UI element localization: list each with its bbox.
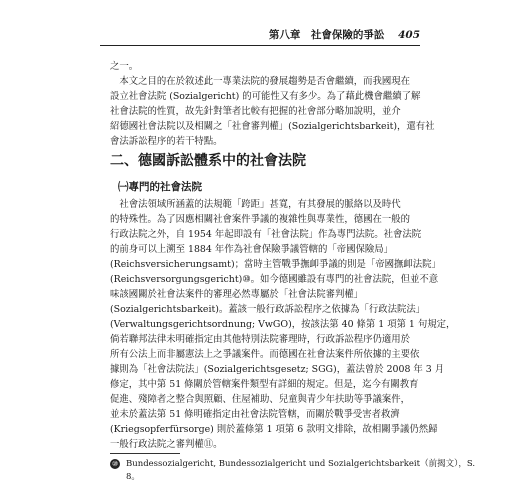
footnote-text: Bundessozialgericht, Bundessozialgericht und Sozialgerichtsbarkeit（前揭文），S.: [126, 459, 476, 469]
text-line: 的前身可以上溯至 1884 年作為社會保險爭議管轄的「帝國保險局」: [110, 244, 393, 255]
text-line: (Reichsversicherungsamt)；當時主管戰爭撫卹爭議的則是「帝國撫卹法院」: [110, 259, 441, 270]
text-line: 並未於蓋法第 51 條明確指定由社會法院管轄，而關於戰爭受害者救濟: [110, 409, 400, 420]
text-line: 設立社會法院 (Sozialgericht) 的可能性又有多少。為了藉此機會繼續了解: [110, 91, 421, 102]
text-line: 一般行政法院之審判權⑪。: [110, 439, 223, 450]
text-line: (Kriegsopferfürsorge) 則於蓋條第 1 項第 6 款明文排除，故相關爭議仍然歸: [110, 424, 438, 435]
text-line: 社會法領域所涵蓋的法規範「跨距」甚寬，有其發展的脈絡以及時代: [110, 199, 401, 210]
text-line: (Sozialgerichtsbarkeit)。蓋該一般行政訴訟程序之依據為「行政法院法」: [110, 304, 426, 315]
running-header: [100, 27, 420, 46]
text-line: 味該國關於社會法案件的審理必然專屬於「社會法院審判權」: [110, 289, 364, 300]
text-line: 所有公法上而非屬憲法上之爭議案件。而德國在社會法案件所依據的主要依: [110, 349, 420, 360]
section-heading: 二、德國訴訟體系中的社會法院: [110, 153, 306, 169]
footnote: [110, 458, 476, 484]
text-line: 修定，其中第 51 條關於管轄案件類型有詳細的規定。但是，迄今有關教育: [110, 379, 419, 390]
text-line: 據則為「社會法院法」(Sozialgerichtsgesetz; SGG)，蓋法曾於 2008 年 3 月: [110, 364, 445, 375]
chapter-title: 第八章 社會保險的爭訟: [268, 29, 385, 41]
text-line: (Reichsversorgungsgericht)⑩。如今德國雖設有專門的社會法院，但並不意: [110, 274, 439, 285]
footnote-divider: [110, 453, 180, 454]
text-line: 會法訴訟程序的若干特點。: [110, 136, 223, 147]
text-line: 促進、殘障者之整合與照顧、住屋補助、兒童與青少年扶助等爭議案件，: [110, 394, 411, 405]
footnote-number: ⑩: [111, 459, 119, 468]
text-line: 之一。: [110, 61, 139, 72]
text-line: 社會法院的性質，故先針對筆者比較有把握的社會部分略加說明，並介: [110, 106, 401, 117]
text-line: (Verwaltungsgerichtsordnung; VwGO)，按該法第 40 條第 1 項第 1 句規定，: [110, 319, 456, 330]
text-line: 倘若聯邦法律未明確指定由其他特別法院審理時，行政訴訟程序仍適用於: [110, 334, 411, 345]
page-number: 405: [398, 29, 420, 41]
text-line: 本文之目的在於敘述此一專業法院的發展趨勢是否會繼續，而我國現在: [110, 76, 411, 87]
footnote-text: 8。: [126, 472, 140, 482]
body-paragraph: [110, 197, 456, 452]
text-line: 紹德國社會法院以及相關之「社會審判權」(Sozialgerichtsbarkeit)，還有社: [110, 121, 435, 132]
text-line: 的特殊性。為了因應相關社會案件爭議的複雜性與專業性，德國在一般的: [110, 214, 411, 225]
text-line: 行政法院之外，自 1954 年起即設有「社會法院」作為專門法院。社會法院: [110, 229, 422, 240]
subsection-heading: ㈠專門的社會法院: [118, 181, 202, 193]
intro-paragraph: [110, 59, 435, 149]
